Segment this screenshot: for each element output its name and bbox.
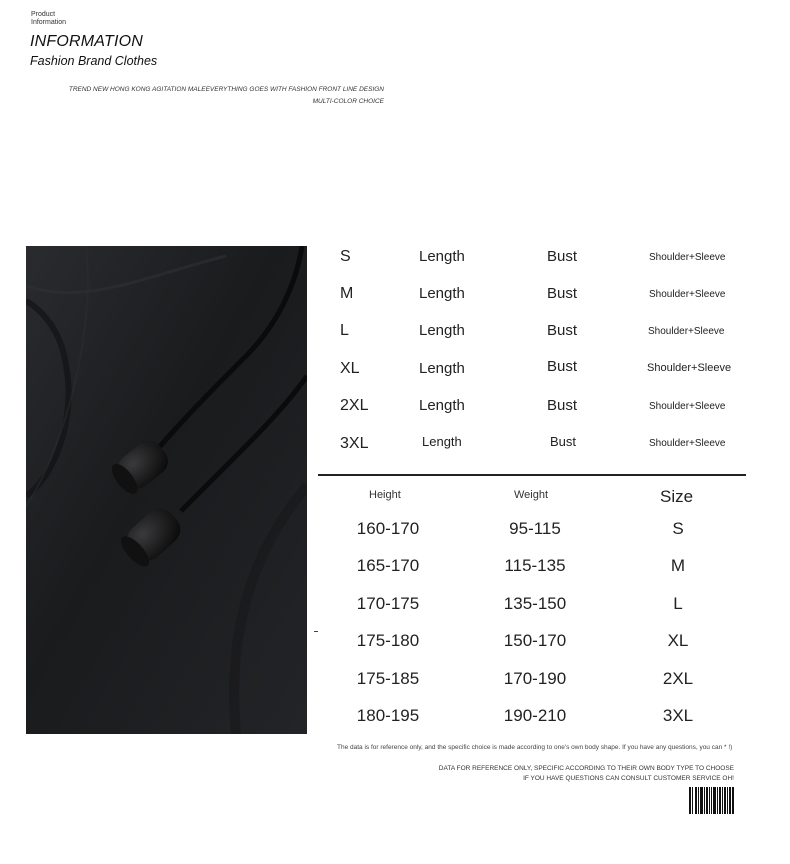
weight-cell: 115-135 — [504, 556, 566, 575]
data-reference-text — [400, 764, 734, 784]
size-cell: S — [672, 519, 684, 538]
length-label: Length — [422, 434, 462, 449]
info-subtitle: Fashion Brand Clothes — [30, 54, 158, 68]
length-label: Length — [419, 285, 465, 302]
trend-line-2: MULTI-COLOR CHOICE — [312, 98, 384, 105]
length-label: Length — [419, 248, 465, 265]
shoulder-sleeve-label: Shoulder+Sleeve — [649, 401, 726, 412]
bust-label: Bust — [547, 285, 578, 302]
height-cell: 165-170 — [356, 556, 420, 575]
weight-cell: 190-210 — [503, 706, 567, 725]
height-cell: 175-180 — [356, 631, 420, 650]
size-label: S — [340, 248, 351, 265]
table-row — [340, 594, 740, 618]
table-divider — [318, 474, 746, 476]
small-line-product: Product — [31, 11, 56, 18]
info-title: INFORMATION — [30, 33, 144, 50]
shoulder-sleeve-label: Shoulder+Sleeve — [649, 252, 726, 263]
size-row — [340, 397, 750, 427]
bust-label: Bust — [547, 397, 578, 414]
bust-label: Bust — [547, 248, 578, 265]
weight-cell: 135-150 — [503, 594, 567, 613]
bust-label: Bust — [550, 434, 577, 449]
size-label: M — [340, 285, 354, 302]
size-cell: 3XL — [662, 706, 694, 725]
size-row — [340, 248, 750, 278]
side-mark — [314, 631, 318, 632]
barcode-icon — [689, 787, 734, 814]
size-label: 2XL — [340, 397, 369, 414]
weight-cell: 170-190 — [503, 669, 567, 688]
shoulder-sleeve-label: Shoulder+Sleeve — [649, 438, 726, 449]
length-label: Length — [419, 397, 465, 414]
size-row — [340, 322, 750, 352]
reference-note: The data is for reference only, and the specific choice is made according to one's own body shape. If you have any questions, you can * !) — [337, 744, 733, 751]
height-cell: 160-170 — [356, 519, 420, 538]
size-row — [340, 434, 750, 464]
shoulder-sleeve-label: Shoulder+Sleeve — [649, 289, 726, 300]
bust-label: Bust — [547, 322, 578, 339]
size-cell: M — [670, 556, 686, 575]
height-cell: 170-175 — [356, 594, 420, 613]
table-row — [340, 519, 740, 543]
length-label: Length — [419, 360, 465, 377]
small-line-information: Information — [31, 19, 67, 26]
size-label: L — [340, 322, 349, 339]
table-row — [340, 556, 740, 580]
trend-line-1: TREND NEW HONG KONG AGITATION MALEEVERYTHING GOES WITH FASHION FRONT LINE DESIGN — [68, 86, 384, 93]
size-cell: L — [673, 594, 683, 613]
size-cell: XL — [667, 631, 689, 650]
trend-text — [54, 84, 384, 108]
table-row — [340, 706, 740, 730]
height-header: Height — [369, 489, 401, 501]
weight-header: Weight — [514, 489, 549, 501]
length-label: Length — [419, 322, 465, 339]
table-row — [340, 669, 740, 693]
product-photo — [26, 246, 307, 734]
weight-cell: 95-115 — [509, 519, 561, 538]
height-cell: 175-185 — [356, 669, 420, 688]
table-row — [340, 631, 740, 655]
data-reference-line-2: IF YOU HAVE QUESTIONS CAN CONSULT CUSTOMER SERVICE OH! — [523, 775, 734, 782]
bust-label: Bust — [547, 358, 578, 375]
shoulder-sleeve-label: Shoulder+Sleeve — [647, 362, 732, 374]
weight-cell: 150-170 — [503, 631, 567, 650]
size-header: Size — [660, 487, 694, 506]
height-cell: 180-195 — [356, 706, 420, 725]
size-label: 3XL — [340, 435, 369, 452]
product-information-label — [31, 11, 66, 27]
drawstring-detail-image — [26, 246, 307, 734]
data-reference-line-1: DATA FOR REFERENCE ONLY, SPECIFIC ACCORDING TO THEIR OWN BODY TYPE TO CHOOSE — [438, 765, 734, 772]
size-row — [340, 285, 750, 315]
size-row — [340, 360, 750, 390]
shoulder-sleeve-label: Shoulder+Sleeve — [648, 326, 725, 337]
size-cell: 2XL — [662, 669, 694, 688]
size-label: XL — [340, 360, 360, 377]
